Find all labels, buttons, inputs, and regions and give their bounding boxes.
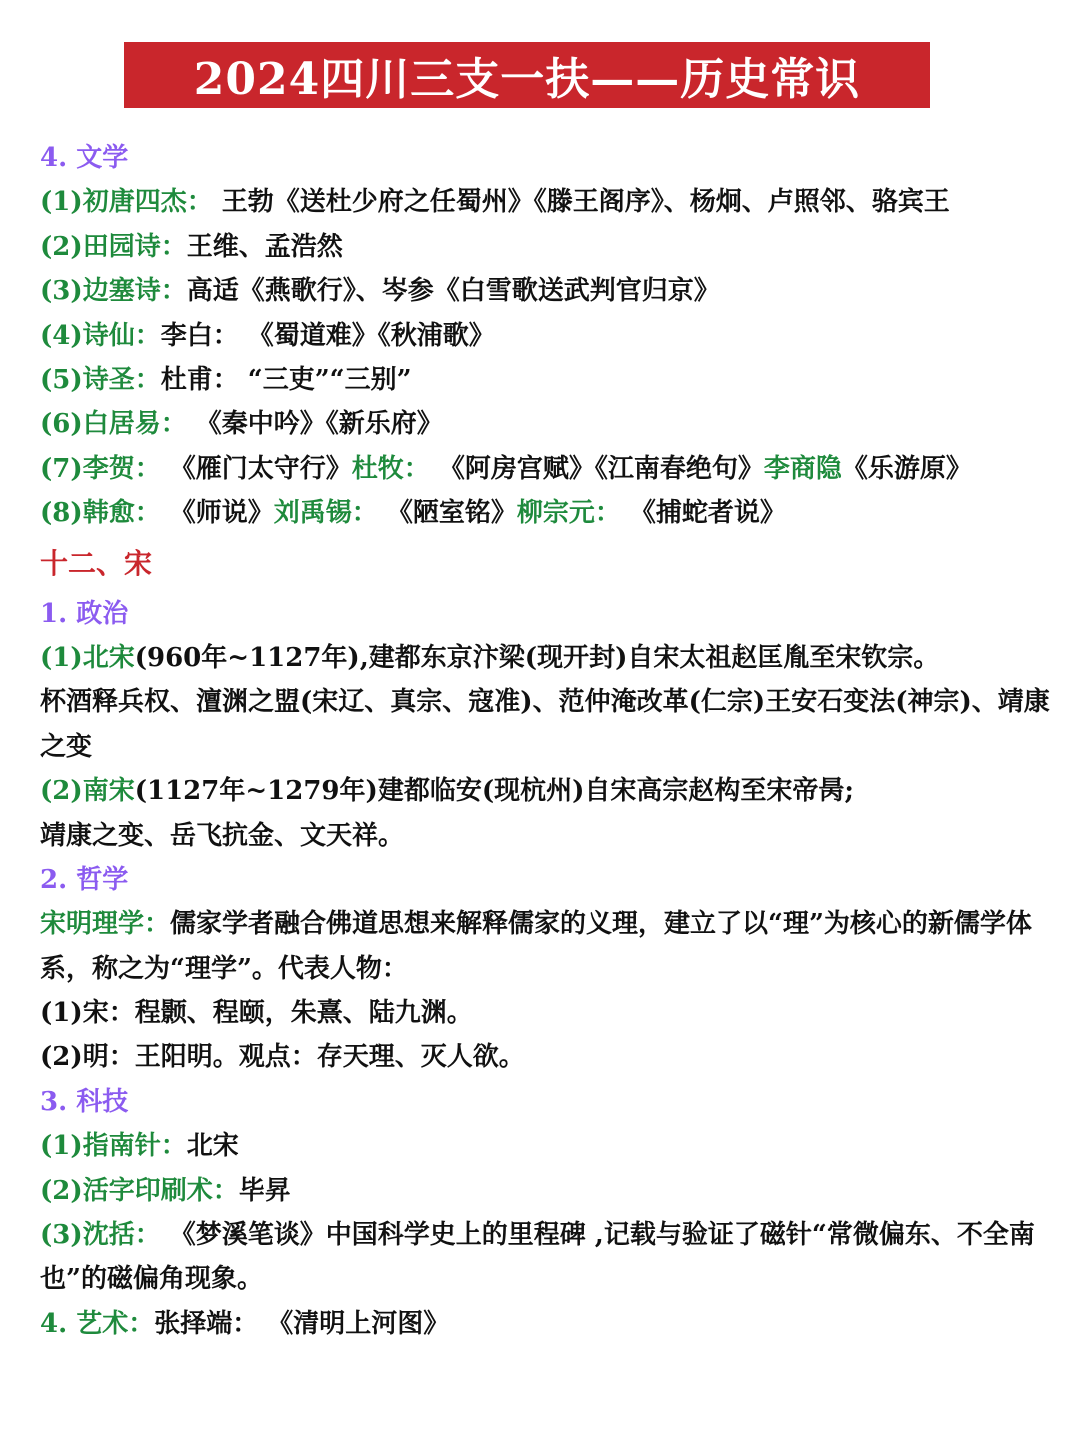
literature-row bbox=[40, 225, 1050, 269]
tech-row bbox=[40, 1169, 1050, 1213]
neo-confucianism-paragraph bbox=[40, 902, 1050, 991]
ming-philosophers: (2)明：王阳明。观点：存天理、灭人欲。 bbox=[40, 1042, 525, 1073]
literature-row bbox=[40, 491, 1050, 535]
row-text: 《乐游原》 bbox=[841, 453, 972, 484]
row-text: 毕昇 bbox=[238, 1175, 291, 1206]
row-text: 《捕蛇者说》 bbox=[620, 498, 786, 529]
row-label: (7)李贺： bbox=[40, 453, 161, 484]
tech-heading: 3. 科技 bbox=[40, 1086, 129, 1117]
row-label: (5)诗圣： bbox=[40, 364, 161, 395]
row-text: (1127年~1279年)建都临安(现杭州)自宋高宗赵构至宋帝昺; bbox=[134, 776, 855, 807]
north-song-events: 杯酒释兵权、澶渊之盟(宋辽、真宗、寇准)、范仲淹改革(仁宗)王安石变法(神宗)、靖康之变 bbox=[40, 687, 1050, 762]
literature-row bbox=[40, 447, 1050, 491]
row-label: (8)韩愈： bbox=[40, 498, 161, 529]
tech-row bbox=[40, 1213, 1050, 1302]
row-text: 张择端： 《清明上河图》 bbox=[154, 1308, 450, 1339]
row-label: 柳宗元： bbox=[516, 498, 621, 529]
row-text: 王维、孟浩然 bbox=[186, 231, 343, 262]
row-text: 高适《燕歌行》、岑参《白雪歌送武判官归京》 bbox=[186, 276, 720, 307]
tech-row bbox=[40, 1124, 1050, 1168]
row-text: 《师说》 bbox=[160, 498, 274, 529]
row-label: (6)白居易： bbox=[40, 409, 187, 440]
row-text: 《陋室铭》 bbox=[377, 498, 517, 529]
literature-row bbox=[40, 269, 1050, 313]
art-line bbox=[40, 1302, 1050, 1346]
row-text: 《阿房宫赋》《江南春绝句》 bbox=[429, 453, 764, 484]
title-banner bbox=[124, 42, 930, 108]
literature-row bbox=[40, 314, 1050, 358]
literature-heading: 4. 文学 bbox=[40, 143, 129, 173]
row-label: (4)诗仙： bbox=[40, 320, 161, 351]
row-label: (3)沈括： bbox=[40, 1220, 161, 1251]
song-section-heading: 十二、宋 bbox=[40, 546, 153, 580]
row-text: 《秦中吟》《新乐府》 bbox=[186, 409, 443, 440]
philosophy-heading: 2. 哲学 bbox=[40, 864, 129, 895]
row-text: 北宋 bbox=[186, 1131, 239, 1162]
row-label: (1)指南针： bbox=[40, 1131, 187, 1162]
row-label: (2)南宋 bbox=[40, 776, 135, 807]
literature-row bbox=[40, 358, 1050, 402]
politics-heading: 1. 政治 bbox=[40, 598, 129, 629]
south-song-events: 靖康之变、岳飞抗金、文天祥。 bbox=[40, 820, 405, 851]
row-label: (1)北宋 bbox=[40, 642, 135, 673]
north-song-line bbox=[40, 636, 1050, 680]
row-label: (1)初唐四杰： bbox=[40, 187, 213, 218]
literature-row bbox=[40, 402, 1050, 446]
row-text: 杜甫： “三吏”“三别” bbox=[160, 364, 412, 395]
row-text: (960年~1127年),建都东京汴梁(现开封)自宋太祖赵匡胤至宋钦宗。 bbox=[134, 642, 940, 673]
row-label: 刘禹锡： bbox=[273, 498, 378, 529]
row-text: 《雁门太守行》 bbox=[160, 453, 352, 484]
row-text: 《梦溪笔谈》中国科学史上的里程碑 ,记载与验证了磁针“常微偏东、不全南也”的磁偏角现象。 bbox=[40, 1220, 1035, 1295]
row-text: 王勃《送杜少府之任蜀州》《滕王阁序》、杨炯、卢照邻、骆宾王 bbox=[212, 187, 950, 218]
row-label: 宋明理学： bbox=[40, 909, 171, 940]
row-text: 儒家学者融合佛道思想来解释儒家的义理，建立了以“理”为核心的新儒学体系，称之为“理学”。代表人物： bbox=[40, 909, 1032, 984]
row-label: 4. 艺术： bbox=[40, 1308, 155, 1339]
row-text: 李白： 《蜀道难》《秋浦歌》 bbox=[160, 320, 495, 351]
row-label: (2)田园诗： bbox=[40, 231, 187, 262]
row-label: (2)活字印刷术： bbox=[40, 1175, 239, 1206]
row-label: 李商隐 bbox=[763, 453, 842, 484]
row-label: (3)边塞诗： bbox=[40, 276, 187, 307]
row-label: 杜牧： bbox=[351, 453, 430, 484]
literature-row bbox=[40, 180, 1050, 224]
song-philosophers: (1)宋：程颢、程颐，朱熹、陆九渊。 bbox=[40, 998, 473, 1029]
south-song-line bbox=[40, 769, 1050, 813]
page-title: 2024四川三支一扶——历史常识 bbox=[193, 54, 861, 105]
notes-content bbox=[40, 136, 1050, 1346]
